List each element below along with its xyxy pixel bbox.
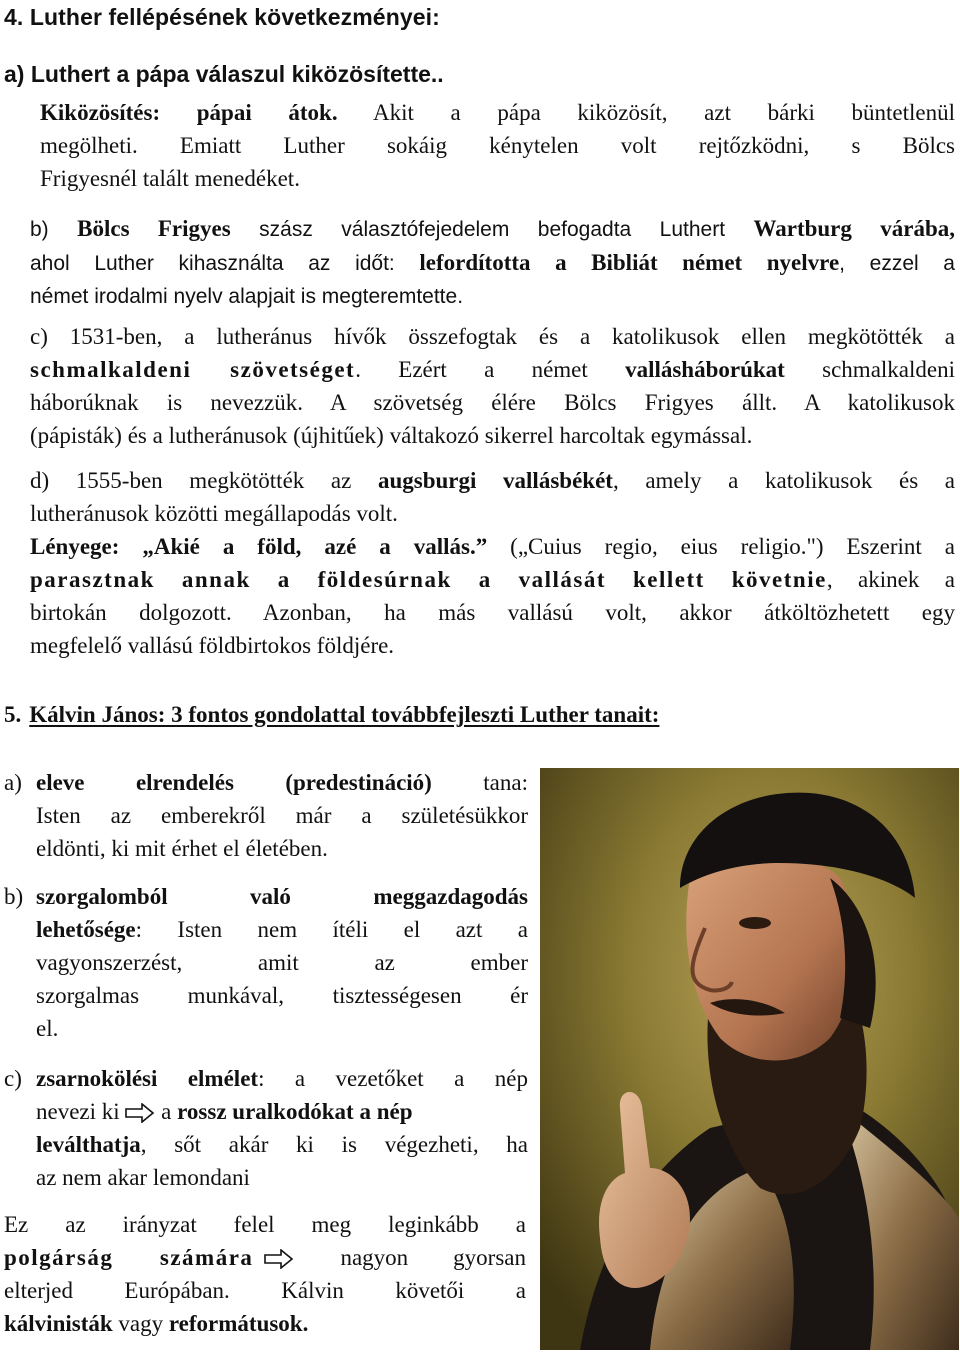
closing-line1: Ez az irányzat felel meg leginkább a (4, 1212, 526, 1237)
closing-text3: vagy (112, 1311, 169, 1336)
a-body-line2: megölheti. Emiatt Luther sokáig kénytelen volt rejtőzködni, s Bölcs (40, 133, 955, 158)
section-5-c (36, 1062, 528, 1194)
5c-text2: nevezi ki (36, 1099, 126, 1124)
d-text3: („Cuius regio, eius religio.") Eszerint a (487, 534, 955, 559)
c-text1: . Ezért a német (355, 357, 626, 382)
section-5-b (36, 880, 528, 1045)
section-5-title: Kálvin János: 3 fontos gondolattal továbbfejleszti Luther tanait: (29, 702, 660, 727)
section-5-b-label: b) (4, 884, 24, 909)
bible-translation: lefordította a Bibliát német nyelvre (419, 250, 840, 275)
5b-line4: szorgalmas munkával, tisztességesen ér (36, 983, 528, 1008)
polgarsag: polgárság számára (4, 1245, 254, 1270)
section-4-a-title: a) Luthert a pápa válaszul kiközösítette.. (4, 61, 444, 87)
outline-right-arrow-icon (125, 1103, 155, 1123)
lehetosege: lehetősége (36, 917, 136, 942)
5c-text1: : a vezetőket a nép (258, 1066, 528, 1091)
closing-text2: nagyon gyorsan (295, 1245, 526, 1270)
c-line3: háborúknak is nevezzük. A szövetség élére Bölcs Frigyes állt. A katolikusok (30, 390, 955, 415)
d-line6: megfelelő vallású földbirtokos földjére. (30, 633, 395, 658)
section-4-heading: 4. Luther fellépésének következményei: (4, 4, 440, 30)
section-4-d (30, 464, 955, 662)
section-5-heading (4, 702, 659, 728)
excommunication-term: Kiközösítés: pápai átok. (40, 100, 338, 125)
predestinacio: eleve elrendelés (predestináció) (36, 770, 432, 795)
5a-text1: tana: (431, 770, 528, 795)
5b-line3: vagyonszerzést, amit az ember (36, 950, 528, 975)
b-text1: szász választófejedelem befogadta Luthert (230, 218, 754, 241)
5a-line3: eldönti, ki mit érhet el életében. (36, 836, 328, 861)
d-line2: lutheránusok közötti megállapodás volt. (30, 501, 398, 526)
section-4-a-body (40, 96, 955, 195)
d-line5: birtokán dolgozott. Azonban, ha más vallású volt, akkor átköltözhetett egy (30, 600, 955, 625)
a-body-line3: Frigyesnél talált menedéket. (40, 166, 300, 191)
d-text2: , amely a katolikusok és a (612, 468, 955, 493)
b-text3: , ezzel a (839, 252, 955, 275)
section-5-closing (4, 1208, 526, 1340)
vallashaborukat: vallásháborúkat (625, 357, 785, 382)
rossz-uralkodok: rossz uralkodókat a nép (177, 1099, 413, 1124)
section-4-c (30, 320, 955, 452)
levalthatja: leválthatja (36, 1132, 141, 1157)
5b-text1: : Isten nem ítéli el azt a (135, 917, 528, 942)
lenyege: Lényege: „Akié a föld, azé a vallás.” (30, 534, 488, 559)
b-text4: német irodalmi nyelv alapjait is megteremtette. (30, 285, 464, 308)
5a-line2: Isten az emberekről már a születésükkor (36, 803, 528, 828)
5c-line4: az nem akar lemondani (36, 1165, 250, 1190)
5c-text3: a (155, 1099, 178, 1124)
outline-right-arrow-icon (263, 1249, 295, 1269)
closing-line3: elterjed Európában. Kálvin követői a (4, 1278, 526, 1303)
szorgalom: szorgalomból való meggazdagodás (36, 884, 528, 909)
c-line4: (pápisták) és a lutheránusok (újhitűek) váltakozó sikerrel harcoltak egymással. (30, 423, 753, 448)
bolcs-frigyes: Bölcs Frigyes (77, 216, 231, 241)
section-5-number: 5. (4, 702, 22, 727)
c-text2: schmalkaldeni (784, 357, 955, 382)
section-4-b (30, 212, 955, 313)
c-line1: c) 1531-ben, a lutheránus hívők összefogtak és a katolikusok ellen megkötötték a (30, 324, 955, 349)
parasztnak-kovetnie: parasztnak annak a földesúrnak a vallását kellett követnie (30, 567, 827, 592)
b-text2: ahol Luther kihasználta az időt: (30, 252, 420, 275)
schmalkaldeni-szovetseg: schmalkaldeni szövetséget (30, 357, 356, 382)
d-text4: , akinek a (826, 567, 956, 592)
reformatusok: reformátusok. (168, 1311, 309, 1336)
section-5-c-label: c) (4, 1066, 22, 1091)
section-5-a-label: a) (4, 770, 22, 795)
section-5-a (36, 766, 528, 865)
5c-text4: , sőt akár ki is végezheti, ha (140, 1132, 528, 1157)
calvin-portrait-image (540, 768, 959, 1350)
d-text1: d) 1555-ben megkötötték az (30, 468, 378, 493)
kalvinistak: kálvinisták (4, 1311, 113, 1336)
a-body-line1: Akit a pápa kiközösít, azt bárki büntetlenül (337, 100, 955, 125)
augsburgi-vallasbeke: augsburgi vallásbékét (377, 468, 613, 493)
b-prefix: b) (30, 218, 78, 241)
wartburg: Wartburg várába, (753, 216, 956, 241)
5b-line5: el. (36, 1016, 59, 1041)
zsarnokolesi: zsarnokölési elmélet (36, 1066, 259, 1091)
